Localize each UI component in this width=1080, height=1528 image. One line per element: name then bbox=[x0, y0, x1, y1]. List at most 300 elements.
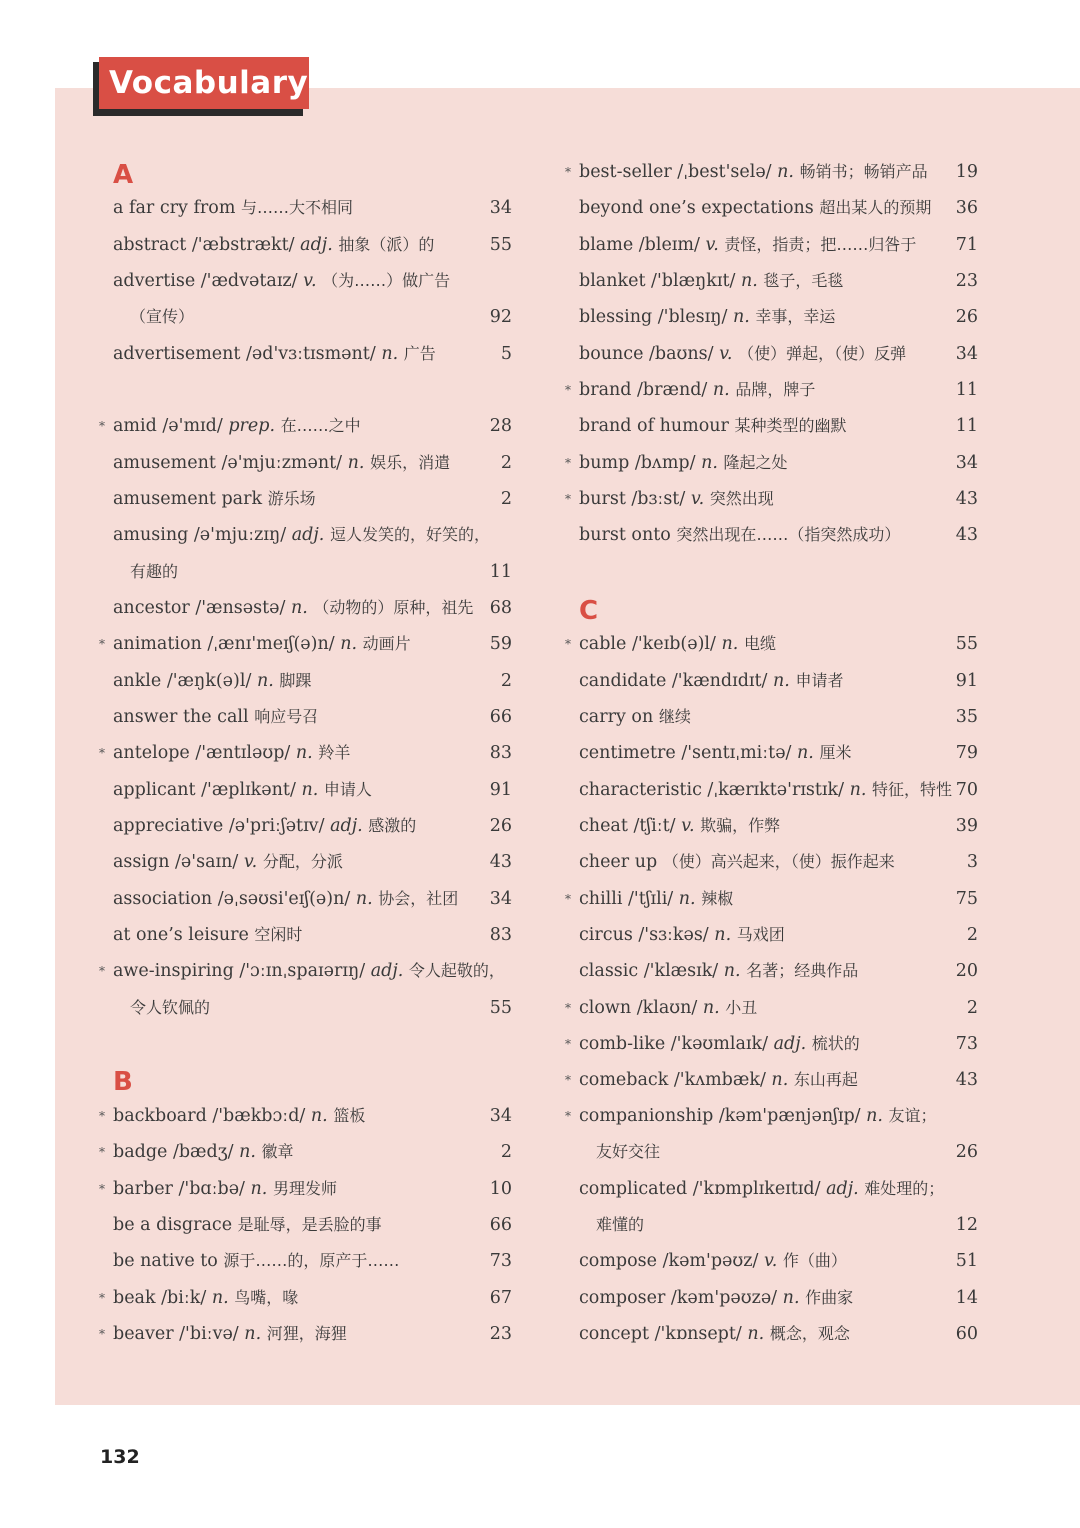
entry-word: be a disgrace bbox=[113, 1215, 233, 1235]
page-reference: 14 bbox=[955, 1288, 978, 1308]
page-reference: 51 bbox=[955, 1251, 978, 1271]
entry-word: antelope /'æntɪləʊp/ bbox=[113, 743, 291, 763]
page-reference: 67 bbox=[489, 1288, 512, 1308]
page-reference: 2 bbox=[966, 925, 978, 945]
page-reference: 75 bbox=[955, 889, 978, 909]
part-of-speech: n. bbox=[773, 671, 790, 691]
chinese-meaning: 申请者 bbox=[795, 671, 844, 690]
star-marker-icon: * bbox=[99, 746, 105, 760]
page-reference: 35 bbox=[955, 707, 978, 727]
page-reference: 23 bbox=[489, 1324, 512, 1344]
entry-text bbox=[579, 227, 916, 263]
part-of-speech: n. bbox=[290, 598, 308, 618]
entry-word: advertisement /əd'vɜːtɪsmənt/ bbox=[113, 344, 376, 364]
vocab-entry bbox=[0, 445, 1080, 481]
entry-word: classic /'klæsɪk/ bbox=[579, 961, 719, 981]
part-of-speech: adj. bbox=[291, 525, 325, 545]
page-reference: 12 bbox=[955, 1215, 978, 1235]
page-reference: 34 bbox=[489, 889, 512, 909]
chinese-meaning: 分配，分派 bbox=[262, 852, 343, 871]
part-of-speech: n. bbox=[301, 780, 319, 800]
entry-text bbox=[579, 372, 815, 408]
entry-word: cheer up bbox=[579, 852, 658, 872]
entry-text bbox=[579, 263, 843, 299]
entry-word: brand /brænd/ bbox=[579, 380, 708, 400]
chinese-meaning: 徽章 bbox=[261, 1142, 294, 1161]
vocab-entry bbox=[0, 408, 1080, 444]
page-reference: 55 bbox=[955, 634, 978, 654]
part-of-speech: n. bbox=[732, 307, 750, 327]
chinese-meaning: 游乐场 bbox=[267, 489, 316, 508]
vocab-entry bbox=[0, 1280, 1080, 1316]
chinese-meaning: 友好交往 bbox=[596, 1142, 661, 1161]
chinese-meaning: 篮板 bbox=[333, 1106, 366, 1125]
entry-text bbox=[579, 1243, 847, 1279]
entry-text bbox=[579, 881, 733, 917]
star-marker-icon: * bbox=[565, 1001, 571, 1015]
part-of-speech: n. bbox=[771, 1070, 789, 1090]
entry-word: characteristic /ˌkærɪktə'rɪstɪk/ bbox=[579, 780, 845, 800]
chinese-meaning: 继续 bbox=[658, 707, 691, 726]
entry-word: comeback /'kʌmbæk/ bbox=[579, 1070, 766, 1090]
chinese-meaning: 娱乐，消遣 bbox=[370, 453, 451, 472]
vocab-entry bbox=[0, 190, 1080, 226]
part-of-speech: v. bbox=[705, 235, 719, 255]
entry-text bbox=[579, 408, 847, 444]
page-reference: 71 bbox=[955, 235, 978, 255]
page-number: 132 bbox=[100, 1446, 140, 1468]
vocab-entry-continuation bbox=[0, 554, 540, 590]
section-title: Vocabulary bbox=[99, 57, 309, 109]
chinese-meaning: 东山再起 bbox=[793, 1070, 858, 1089]
part-of-speech: n. bbox=[702, 998, 720, 1018]
entry-word: amid /ə'mɪd/ bbox=[113, 416, 223, 436]
page-reference: 5 bbox=[500, 344, 512, 364]
chinese-meaning: （使）高兴起来，（使）振作起来 bbox=[662, 852, 895, 871]
chinese-meaning: 名著；经典作品 bbox=[746, 961, 859, 980]
part-of-speech: n. bbox=[849, 780, 867, 800]
part-of-speech: n. bbox=[310, 1106, 328, 1126]
page-reference: 55 bbox=[489, 998, 512, 1018]
chinese-meaning: 在……之中 bbox=[280, 416, 361, 435]
star-marker-icon: * bbox=[565, 637, 571, 651]
entry-word: cable /'keɪb(ə)l/ bbox=[579, 634, 716, 654]
part-of-speech: n. bbox=[244, 1324, 262, 1344]
entry-word: composer /kəm'pəʊzə/ bbox=[579, 1288, 778, 1308]
vocab-entry bbox=[0, 735, 1080, 771]
entry-word: association /əˌsəʊsi'eɪʃ(ə)n/ bbox=[113, 889, 351, 909]
page-reference: 73 bbox=[489, 1251, 512, 1271]
chinese-meaning: 响应号召 bbox=[254, 707, 319, 726]
chinese-meaning: 小丑 bbox=[725, 998, 758, 1017]
page-reference: 3 bbox=[966, 852, 978, 872]
part-of-speech: n. bbox=[777, 162, 794, 182]
entry-word: appreciative /ə'priːʃətɪv/ bbox=[113, 816, 325, 836]
chinese-meaning: 梳状的 bbox=[811, 1034, 860, 1053]
entry-text bbox=[579, 663, 843, 699]
page-reference: 59 bbox=[489, 634, 512, 654]
page-reference: 23 bbox=[955, 271, 978, 291]
star-marker-icon: * bbox=[99, 637, 105, 651]
entry-word: be native to bbox=[113, 1251, 218, 1271]
page-reference: 43 bbox=[489, 852, 512, 872]
part-of-speech: adj. bbox=[370, 961, 404, 981]
entry-text bbox=[579, 299, 835, 335]
page-reference: 26 bbox=[489, 816, 512, 836]
star-marker-icon: * bbox=[99, 1109, 105, 1123]
entry-text bbox=[579, 772, 952, 808]
entry-text bbox=[579, 953, 858, 989]
star-marker-icon: * bbox=[99, 1145, 105, 1159]
vocab-entry bbox=[0, 663, 1080, 699]
chinese-meaning: 超出某人的预期 bbox=[819, 198, 932, 217]
vocab-entry bbox=[0, 844, 1080, 880]
entry-text bbox=[579, 1062, 858, 1098]
entry-word: best-seller /ˌbest'selə/ bbox=[579, 162, 772, 182]
page-reference: 36 bbox=[955, 198, 978, 218]
entry-text bbox=[113, 590, 473, 626]
entry-text bbox=[579, 517, 900, 553]
chinese-meaning: 突然出现在……（指突然成功） bbox=[676, 525, 901, 544]
entry-text bbox=[579, 1280, 853, 1316]
entry-word: abstract /'æbstrækt/ bbox=[113, 235, 295, 255]
part-of-speech: adj. bbox=[330, 816, 363, 836]
vocab-entry-continuation bbox=[0, 1207, 1080, 1243]
part-of-speech: n. bbox=[347, 453, 365, 473]
entry-word: burst onto bbox=[579, 525, 671, 545]
part-of-speech: n. bbox=[714, 925, 732, 945]
part-of-speech: n. bbox=[256, 671, 274, 691]
star-marker-icon: * bbox=[565, 383, 571, 397]
chinese-meaning: 令人起敬的， bbox=[408, 961, 505, 980]
part-of-speech: v. bbox=[763, 1251, 778, 1271]
entry-word: blessing /'blesɪŋ/ bbox=[579, 307, 728, 327]
vocab-entry bbox=[0, 1316, 1080, 1352]
entry-text bbox=[130, 554, 178, 590]
star-marker-icon: * bbox=[565, 456, 571, 470]
entry-word: barber /'bɑːbə/ bbox=[113, 1179, 245, 1199]
page-reference: 43 bbox=[955, 489, 978, 509]
entry-word: concept /'kɒnsept/ bbox=[579, 1324, 742, 1344]
entry-word: clown /klaʊn/ bbox=[579, 998, 698, 1018]
chinese-meaning: 感激的 bbox=[368, 816, 417, 835]
chinese-meaning: 空闲时 bbox=[254, 925, 303, 944]
star-marker-icon: * bbox=[565, 1073, 571, 1087]
star-marker-icon: * bbox=[99, 1291, 105, 1305]
vocab-entry-continuation bbox=[0, 1134, 1080, 1170]
page-reference: 43 bbox=[955, 525, 978, 545]
vocab-entry bbox=[0, 481, 1080, 517]
chinese-meaning: 畅销书；畅销产品 bbox=[799, 162, 928, 181]
entry-word: beyond one’s expectations bbox=[579, 198, 814, 218]
chinese-meaning: 动画片 bbox=[362, 634, 411, 653]
entry-text bbox=[579, 1316, 850, 1352]
page-reference: 26 bbox=[955, 307, 978, 327]
part-of-speech: adj. bbox=[826, 1179, 859, 1199]
page-reference: 11 bbox=[955, 380, 978, 400]
chinese-meaning: 厘米 bbox=[819, 743, 852, 762]
vocab-entry bbox=[0, 881, 1080, 917]
entry-text bbox=[579, 699, 691, 735]
chinese-meaning: 脚踝 bbox=[279, 671, 312, 690]
page-reference: 19 bbox=[955, 162, 978, 182]
page-reference: 34 bbox=[489, 1106, 512, 1126]
star-marker-icon: * bbox=[99, 1182, 105, 1196]
entry-text bbox=[579, 990, 757, 1026]
entry-word: burst /bɜːst/ bbox=[579, 489, 686, 509]
section-letter: B bbox=[113, 1067, 133, 1097]
vocab-entry bbox=[0, 953, 1080, 989]
chinese-meaning: 马戏团 bbox=[736, 925, 785, 944]
vocab-entry bbox=[0, 808, 1080, 844]
chinese-meaning: 男理发师 bbox=[272, 1179, 337, 1198]
entry-text bbox=[579, 481, 774, 517]
part-of-speech: n. bbox=[747, 1324, 765, 1344]
vocab-entry bbox=[0, 227, 1080, 263]
entry-word: amusing /ə'mjuːzɪŋ/ bbox=[113, 525, 287, 545]
chinese-meaning: 抽象（派）的 bbox=[338, 235, 435, 254]
vocab-entry bbox=[0, 517, 1080, 553]
vocab-entry bbox=[0, 154, 1080, 190]
entry-word: amusement /ə'mjuːzmənt/ bbox=[113, 453, 343, 473]
part-of-speech: n. bbox=[250, 1179, 268, 1199]
entry-text bbox=[579, 1026, 860, 1062]
page-reference: 73 bbox=[955, 1034, 978, 1054]
vocab-entry bbox=[0, 336, 1080, 372]
chinese-meaning: 协会，社团 bbox=[378, 889, 459, 908]
chinese-meaning: 与……大不相同 bbox=[241, 198, 354, 217]
entry-word: companionship /kəm'pænjənʃɪp/ bbox=[579, 1106, 861, 1126]
part-of-speech: n. bbox=[295, 743, 313, 763]
chinese-meaning: 责怪，指责；把……归咎于 bbox=[724, 235, 917, 254]
vocab-entry bbox=[0, 1243, 1080, 1279]
vocab-entry bbox=[0, 263, 1080, 299]
vocab-entry bbox=[0, 590, 540, 626]
page-reference: 34 bbox=[955, 344, 978, 364]
part-of-speech: n. bbox=[712, 380, 730, 400]
entry-text bbox=[579, 917, 785, 953]
entry-word: bump /bʌmp/ bbox=[579, 453, 696, 473]
entry-word: circus /'sɜːkəs/ bbox=[579, 925, 709, 945]
part-of-speech: v. bbox=[243, 852, 258, 872]
chinese-meaning: 某种类型的幽默 bbox=[734, 416, 847, 435]
entry-text bbox=[579, 1171, 944, 1207]
chinese-meaning: 概念，观念 bbox=[769, 1324, 850, 1343]
vocab-entry bbox=[0, 1098, 1080, 1134]
chinese-meaning: 申请人 bbox=[323, 780, 372, 799]
entry-text bbox=[579, 626, 776, 662]
chinese-meaning: 羚羊 bbox=[318, 743, 351, 762]
page-reference: 2 bbox=[500, 453, 512, 473]
entry-text bbox=[579, 735, 851, 771]
page-reference: 2 bbox=[500, 1142, 512, 1162]
chinese-meaning: 难懂的 bbox=[596, 1215, 645, 1234]
entry-word: blanket /'blæŋkɪt/ bbox=[579, 271, 736, 291]
page-reference: 66 bbox=[489, 1215, 512, 1235]
entry-word: compose /kəm'pəʊz/ bbox=[579, 1251, 759, 1271]
entry-text bbox=[579, 190, 931, 226]
part-of-speech: n. bbox=[381, 344, 399, 364]
part-of-speech: n. bbox=[782, 1288, 800, 1308]
part-of-speech: n. bbox=[239, 1142, 256, 1162]
chinese-meaning: （宣传） bbox=[130, 307, 195, 326]
page-reference: 92 bbox=[489, 307, 512, 327]
page-reference: 28 bbox=[489, 416, 512, 436]
page-reference: 68 bbox=[489, 598, 512, 618]
page-reference: 2 bbox=[500, 671, 512, 691]
vocab-entry bbox=[0, 1026, 1080, 1062]
star-marker-icon: * bbox=[99, 419, 105, 433]
part-of-speech: n. bbox=[678, 889, 696, 909]
chinese-meaning: 友谊； bbox=[888, 1106, 937, 1125]
entry-word: candidate /'kændɪdɪt/ bbox=[579, 671, 768, 691]
star-marker-icon: * bbox=[565, 492, 571, 506]
page-reference: 11 bbox=[489, 562, 512, 582]
entry-word: amusement park bbox=[113, 489, 263, 509]
part-of-speech: v. bbox=[719, 344, 733, 364]
part-of-speech: adj. bbox=[300, 235, 333, 255]
chinese-meaning: 作曲家 bbox=[805, 1288, 854, 1307]
chinese-meaning: 欺骗，作弊 bbox=[700, 816, 781, 835]
vocab-entry bbox=[0, 299, 1080, 335]
part-of-speech: v. bbox=[303, 271, 317, 291]
section-letter: C bbox=[579, 596, 599, 626]
page-reference: 11 bbox=[955, 416, 978, 436]
chinese-meaning: 幸事，幸运 bbox=[755, 307, 836, 326]
chinese-meaning: 作（曲） bbox=[782, 1251, 847, 1270]
entry-word: complicated /'kɒmplɪkeɪtɪd/ bbox=[579, 1179, 821, 1199]
page-reference: 91 bbox=[489, 780, 512, 800]
vocab-entry bbox=[0, 626, 1080, 662]
entry-word: a far cry from bbox=[113, 198, 236, 218]
entry-word: carry on bbox=[579, 707, 654, 727]
entry-word: answer the call bbox=[113, 707, 249, 727]
chinese-meaning: 逗人发笑的，好笑的， bbox=[329, 525, 490, 544]
vocab-entry bbox=[0, 699, 1080, 735]
star-marker-icon: * bbox=[565, 1109, 571, 1123]
page-reference: 79 bbox=[955, 743, 978, 763]
entry-word: comb-like /'kəʊmlaɪk/ bbox=[579, 1034, 769, 1054]
entry-text bbox=[579, 844, 895, 880]
entry-word: blame /bleɪm/ bbox=[579, 235, 700, 255]
page-reference: 10 bbox=[489, 1179, 512, 1199]
entry-word: chilli /'tʃɪli/ bbox=[579, 889, 674, 909]
page-reference: 20 bbox=[955, 961, 978, 981]
entry-word: brand of humour bbox=[579, 416, 729, 436]
entry-word: beak /biːk/ bbox=[113, 1288, 207, 1308]
chinese-meaning: 河狸，海狸 bbox=[266, 1324, 347, 1343]
star-marker-icon: * bbox=[99, 1327, 105, 1341]
page-reference: 43 bbox=[955, 1070, 978, 1090]
entry-word: animation /ˌænɪ'meɪʃ(ə)n/ bbox=[113, 634, 335, 654]
part-of-speech: n. bbox=[211, 1288, 229, 1308]
part-of-speech: v. bbox=[690, 489, 705, 509]
entry-text bbox=[579, 336, 906, 372]
part-of-speech: prep. bbox=[228, 416, 276, 436]
page-reference: 2 bbox=[500, 489, 512, 509]
page-reference: 83 bbox=[489, 925, 512, 945]
chinese-meaning: 广告 bbox=[403, 344, 436, 363]
page-reference: 2 bbox=[966, 998, 978, 1018]
chinese-meaning: 隆起之处 bbox=[723, 453, 788, 472]
star-marker-icon: * bbox=[565, 892, 571, 906]
entry-text bbox=[579, 1098, 937, 1134]
part-of-speech: n. bbox=[723, 961, 741, 981]
vocab-entry bbox=[0, 372, 1080, 408]
chinese-meaning: 令人钦佩的 bbox=[130, 998, 211, 1017]
page-reference: 60 bbox=[955, 1324, 978, 1344]
section-letter: A bbox=[113, 160, 134, 190]
entry-word: applicant /'æplɪkənt/ bbox=[113, 780, 296, 800]
vocab-entry bbox=[0, 990, 1080, 1026]
chinese-meaning: 毯子，毛毯 bbox=[763, 271, 844, 290]
entry-word: at one’s leisure bbox=[113, 925, 249, 945]
star-marker-icon: * bbox=[99, 964, 105, 978]
vocab-entry bbox=[0, 772, 1080, 808]
page-reference: 34 bbox=[955, 453, 978, 473]
part-of-speech: n. bbox=[797, 743, 814, 763]
page-reference: 83 bbox=[489, 743, 512, 763]
page-reference: 39 bbox=[955, 816, 978, 836]
entry-word: centimetre /'sentɪˌmiːtə/ bbox=[579, 743, 792, 763]
entry-word: ancestor /'ænsəstə/ bbox=[113, 598, 286, 618]
entry-word: awe-inspiring /'ɔːɪnˌspaɪərɪŋ/ bbox=[113, 961, 366, 981]
entry-text bbox=[579, 808, 780, 844]
entry-text bbox=[579, 445, 788, 481]
star-marker-icon: * bbox=[565, 1037, 571, 1051]
vocab-entry bbox=[0, 1062, 1080, 1098]
page-reference: 34 bbox=[489, 198, 512, 218]
chinese-meaning: （为……）做广告 bbox=[322, 271, 451, 290]
entry-word: ankle /'æŋk(ə)l/ bbox=[113, 671, 252, 691]
entry-word: badge /bædʒ/ bbox=[113, 1142, 234, 1162]
chinese-meaning: （使）弹起，（使）反弹 bbox=[738, 344, 907, 363]
part-of-speech: n. bbox=[701, 453, 718, 473]
entry-text bbox=[596, 1207, 644, 1243]
page-reference: 70 bbox=[955, 780, 978, 800]
part-of-speech: n. bbox=[340, 634, 358, 654]
chinese-meaning: 鸟嘴，喙 bbox=[234, 1288, 299, 1307]
entry-word: bounce /baʊns/ bbox=[579, 344, 714, 364]
chinese-meaning: 有趣的 bbox=[130, 562, 179, 581]
chinese-meaning: 源于……的，原产于…… bbox=[223, 1251, 400, 1270]
chinese-meaning: 品牌，牌子 bbox=[735, 380, 816, 399]
chinese-meaning: 突然出现 bbox=[709, 489, 774, 508]
entry-word: assign /ə'saɪn/ bbox=[113, 852, 239, 872]
chinese-meaning: 电缆 bbox=[743, 634, 776, 653]
part-of-speech: v. bbox=[681, 816, 695, 836]
star-marker-icon: * bbox=[565, 165, 571, 179]
chinese-meaning: （动物的）原种，祖先 bbox=[313, 598, 474, 617]
part-of-speech: n. bbox=[866, 1106, 883, 1126]
entry-text bbox=[596, 1134, 660, 1170]
page-reference: 26 bbox=[955, 1142, 978, 1162]
entry-word: advertise /'ædvətaɪz/ bbox=[113, 271, 298, 291]
vocab-entry bbox=[0, 1171, 1080, 1207]
part-of-speech: n. bbox=[741, 271, 758, 291]
chinese-meaning: 是耻辱，是丢脸的事 bbox=[237, 1215, 382, 1234]
part-of-speech: n. bbox=[355, 889, 373, 909]
page-reference: 66 bbox=[489, 707, 512, 727]
part-of-speech: n. bbox=[721, 634, 739, 654]
vocab-entry bbox=[0, 917, 1080, 953]
page-reference: 91 bbox=[955, 671, 978, 691]
chinese-meaning: 难处理的； bbox=[864, 1179, 945, 1198]
part-of-speech: adj. bbox=[773, 1034, 807, 1054]
entry-word: cheat /tʃiːt/ bbox=[579, 816, 676, 836]
chinese-meaning: 辣椒 bbox=[701, 889, 734, 908]
entry-word: backboard /'bækbɔːd/ bbox=[113, 1106, 306, 1126]
